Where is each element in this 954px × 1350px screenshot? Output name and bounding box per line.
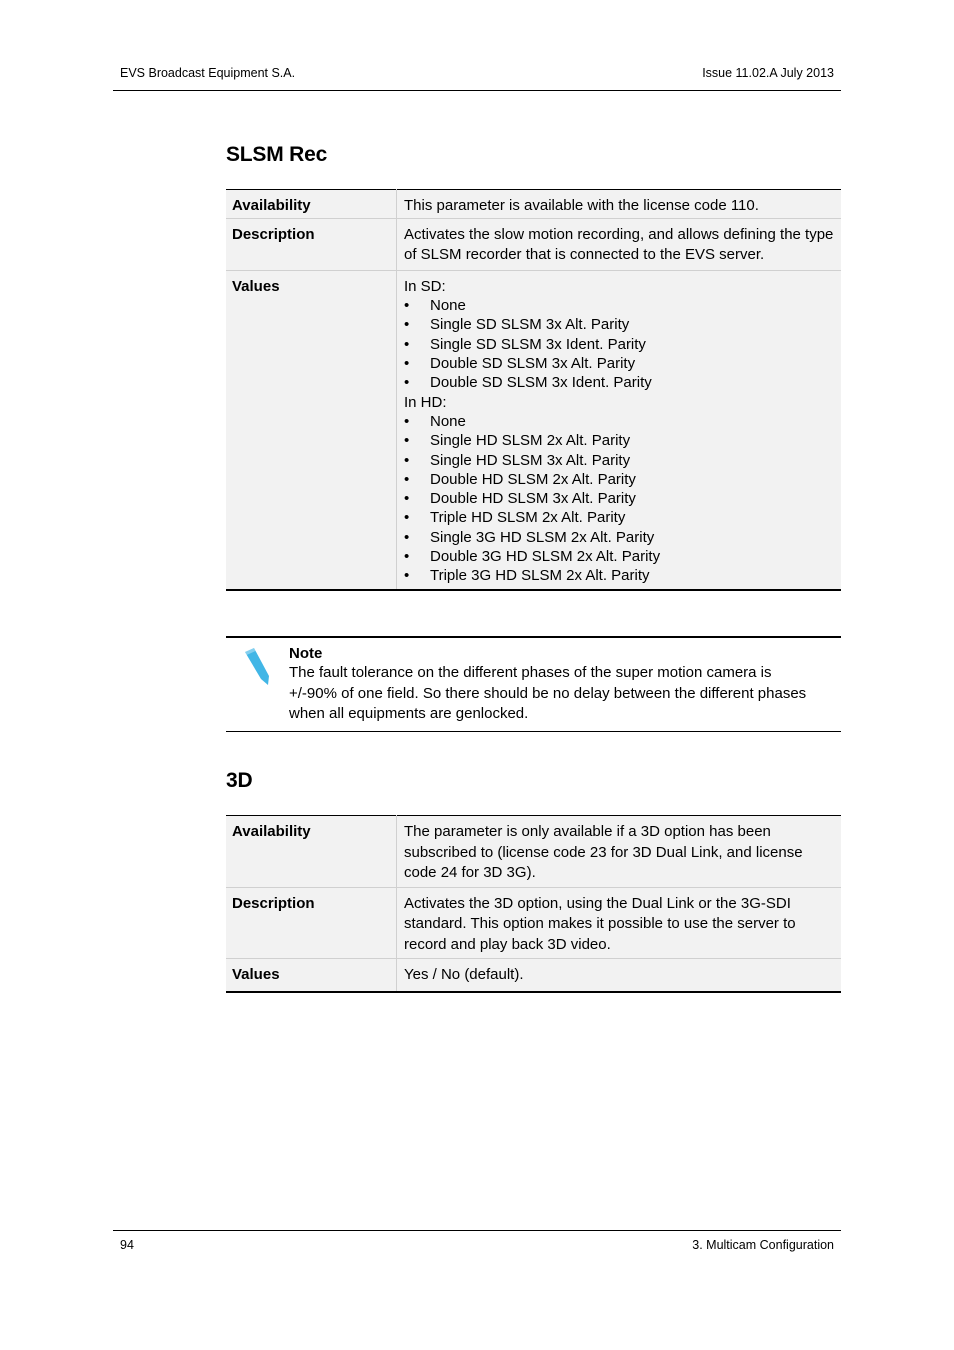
- table-row: [226, 959, 841, 993]
- row-value: The parameter is only available if a 3D option has been subscribed to (license code 23 for 3D Dual Link, and license code 24 for 3D 3G).: [397, 816, 842, 888]
- table-row: [226, 270, 841, 589]
- sd-heading: In SD:: [404, 277, 446, 295]
- row-label: Availability: [226, 190, 397, 219]
- note-text: The fault tolerance on the different phases of the super motion camera is +/-90% of one field. So there should be no delay between the different phases when all equipments are genlocked.: [289, 664, 807, 722]
- page-number: 94: [120, 1238, 134, 1252]
- list-item: • Single HD SLSM 3x Alt. Parity: [404, 451, 835, 470]
- note-title: Note: [289, 645, 323, 662]
- row-value: Activates the slow motion recording, and allows defining the type of SLSM recorder that is connected to the EVS server.: [397, 219, 842, 271]
- list-item: • Double SD SLSM 3x Alt. Parity: [404, 354, 835, 373]
- row-label: Values: [226, 270, 397, 589]
- list-item: • Double HD SLSM 3x Alt. Parity: [404, 489, 835, 508]
- list-item: • Triple HD SLSM 2x Alt. Parity: [404, 508, 835, 527]
- list-item: • Single SD SLSM 3x Alt. Parity: [404, 315, 835, 334]
- table-row: [226, 816, 841, 888]
- row-value: This parameter is available with the license code 110.: [397, 190, 842, 219]
- list-item: • Single SD SLSM 3x Ident. Parity: [404, 335, 835, 354]
- list-item: • Triple 3G HD SLSM 2x Alt. Parity: [404, 566, 835, 585]
- section-title-slsm-rec: SLSM Rec: [226, 143, 328, 166]
- list-item: • Single HD SLSM 2x Alt. Parity: [404, 431, 835, 450]
- page-footer: [113, 1230, 841, 1259]
- table-row: [226, 219, 841, 271]
- table-row: [226, 190, 841, 219]
- note-box: [226, 636, 841, 732]
- hd-values-list: [404, 412, 835, 586]
- list-item: • Single 3G HD SLSM 2x Alt. Parity: [404, 528, 835, 547]
- list-item: • Double HD SLSM 2x Alt. Parity: [404, 470, 835, 489]
- table-row: [226, 887, 841, 959]
- 3d-parameter-table: [226, 815, 841, 993]
- list-item: • Double SD SLSM 3x Ident. Parity: [404, 373, 835, 392]
- row-value: Yes / No (default).: [397, 959, 842, 993]
- row-label: Availability: [226, 816, 397, 888]
- sd-values-list: [404, 296, 835, 392]
- header-company: EVS Broadcast Equipment S.A.: [120, 66, 296, 80]
- footer-chapter: 3. Multicam Configuration: [692, 1238, 834, 1252]
- row-label: Description: [226, 219, 397, 271]
- header-issue: Issue 11.02.A July 2013: [702, 66, 834, 80]
- row-value: [397, 270, 842, 589]
- row-label: Values: [226, 959, 397, 993]
- row-value: Activates the 3D option, using the Dual Link or the 3G-SDI standard. This option makes it possible to use the server to record and play back 3D video.: [397, 887, 842, 959]
- section-title-3d: 3D: [226, 769, 253, 792]
- row-label: Description: [226, 887, 397, 959]
- list-item: • None: [404, 296, 835, 315]
- hd-heading: In HD:: [404, 393, 447, 411]
- list-item: • Double 3G HD SLSM 2x Alt. Parity: [404, 547, 835, 566]
- list-item: • None: [404, 412, 835, 431]
- slsm-rec-parameter-table: [226, 189, 841, 591]
- pencil-icon: [242, 646, 272, 686]
- page-header: [113, 62, 841, 91]
